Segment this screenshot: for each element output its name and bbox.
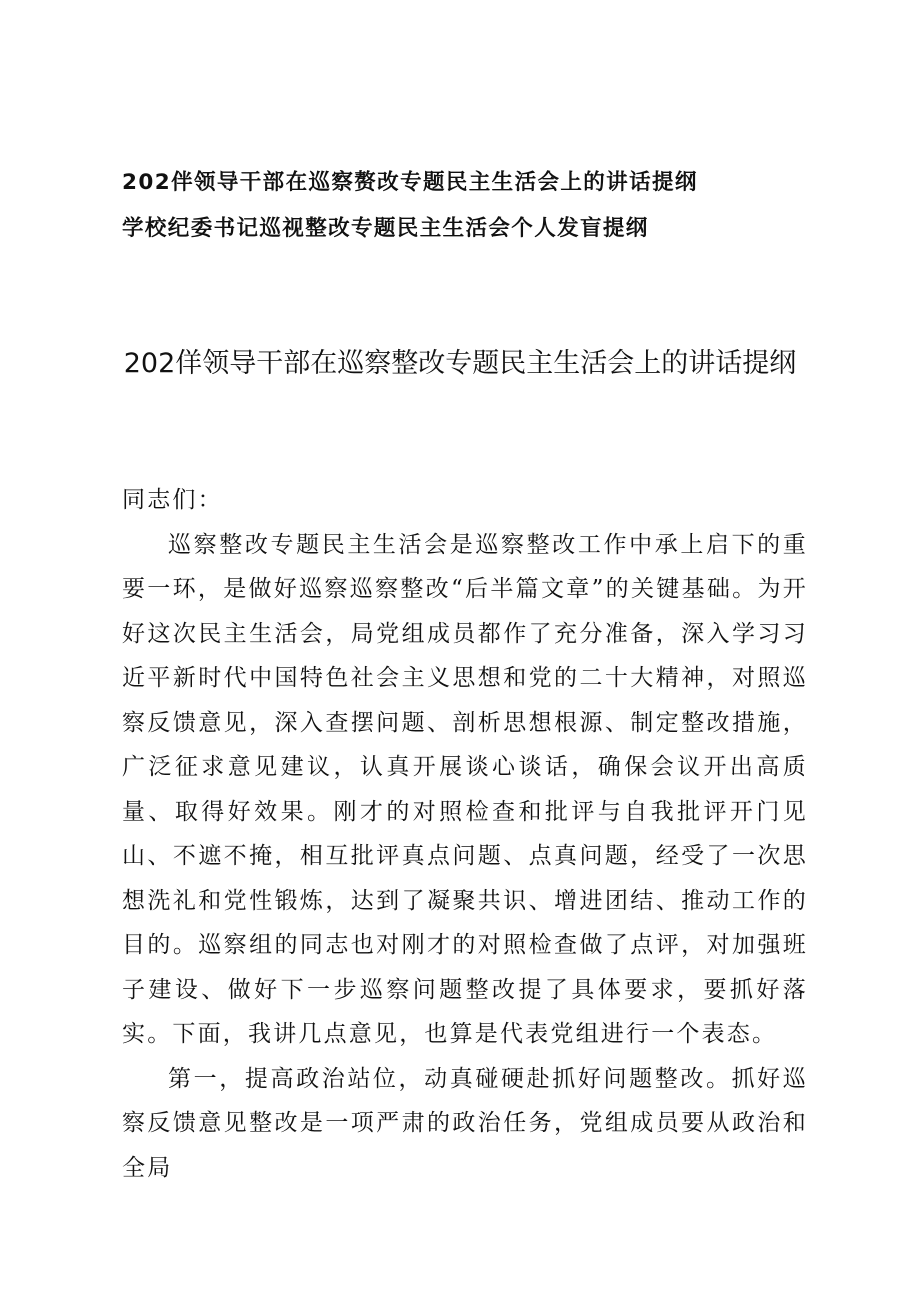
- body-paragraph-2: 第一，提高政治站位，动真碰硬赴抓好问题整改。抓好巡察反馈意见整改是一项严肃的政治任务，党组成员要从政治和全局: [122, 1065, 808, 1181]
- article-title: 202佯领导干部在巡察整改专题民主生活会上的讲话提纲: [123, 348, 797, 379]
- toc-entry-1: 202伴领导干部在巡察赘改专题民主生活会上的讲话提纲: [122, 170, 698, 195]
- table-of-contents: [122, 166, 822, 246]
- salutation: 同志们：: [122, 487, 223, 513]
- toc-entry-2: 学校纪委书记巡视整改专题民主生活会个人发盲提纲: [122, 216, 649, 241]
- body-paragraph-1: 巡察整改专题民主生活会是巡察整改工作中承上启下的重要一环，是做好巡察巡察整改“后半篇文章”的关键基础。为开好这次民主生活会，局党组成员都作了充分准备，深入学习习近平新时代中国特色社会主义思想和党的二十大精神，对照巡察反馈意见，深入查摆问题、剖析思想根源、制定整改措施，广泛征求意见建议，认真开展谈心谈话，确保会议开出高质量、取得好效果。刚才的对照检查和批评与自我批评开门见山、不遮不掩，相互批评真点问题、点真问题，经受了一次思想洗礼和党性锻炼，达到了凝聚共识、增进团结、推动工作的目的。巡察组的同志也对刚才的对照检查做了点评，对加强班子建设、做好下一步巡察问题整改提了具体要求，要抓好落实。下面，我讲几点意见，也算是代表党组进行一个表态。: [122, 531, 808, 1047]
- article-body: [122, 478, 808, 1190]
